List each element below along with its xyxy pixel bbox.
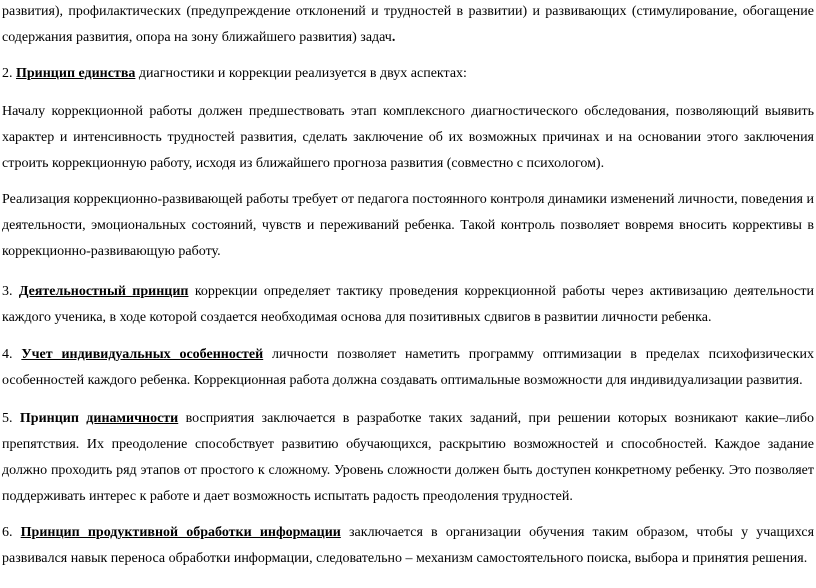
principle-title-word: динамичности <box>86 411 179 426</box>
paragraph-text: Реализация коррекционно-развивающей работы требует от педагога постоянного контроля динамики изменений личности, поведения и деятельности, эмоциональных состояний, чувств и переживаний ребенка. Такой контроль позволяет вовремя вносить коррективы в коррекционно-развивающую работу. <box>2 192 814 259</box>
principle-text: заключается в организации обучения таким образом, чтобы у учащихся развивался навык переноса обработки информации, следовательно – механизм самостоятельного поиска, выбора и принятия решения. <box>2 525 815 566</box>
paragraph-diagnostic-aspect <box>2 99 814 177</box>
principle-text: восприятия заключается в разработке таких заданий, при решении которых возникают какие–либо препятствия. Их преодоление способствует развитию обучающихся, раскрытию возможностей и способностей. Каждое задание должно проходить ряд этапов от простого к сложному. Уровень сложности должен быть доступен конкретному ребенку. Это позволяет поддерживать интерес к работе и дает возможность испытать радость преодоления трудностей. <box>2 411 815 504</box>
paragraph-text: Началу коррекционной работы должен предшествовать этап комплексного диагностического обследования, позволяющий выявить характер и интенсивность трудностей развития, сделать заключение об их возможных причинах и на основании этого заключения строить коррекционную работу, исходя из ближайшего прогноза развития (совместно с психологом). <box>2 104 814 171</box>
principle-title: Принцип единства <box>16 66 136 81</box>
paragraph-principle-4 <box>2 342 814 394</box>
principle-title: Учет индивидуальных особенностей <box>21 347 264 362</box>
principle-number: 5. <box>2 411 20 426</box>
principle-title-word: Принцип <box>19 411 79 426</box>
principle-text: личности позволяет наметить программу оптимизации в пределах психофизических особенностей каждого ребенка. Коррекционная работа должна создавать оптимальные возможности для индивидуализации развития. <box>2 347 814 388</box>
paragraph-text: развития), профилактических (предупреждение отклонений и трудностей в развитии) и развивающих (стимулирование, обогащение содержания развития, опора на зону ближайшего развития) задач <box>2 4 814 45</box>
principle-number: 4. <box>2 347 22 362</box>
principle-number: 2. <box>2 66 16 81</box>
paragraph-control-aspect <box>2 187 814 265</box>
paragraph-principle-6 <box>2 520 814 572</box>
paragraph-principle-2 <box>2 61 814 87</box>
principle-text: коррекции определяет тактику проведения коррекционной работы через активизацию деятельности каждого ученика, в ходе которой создается необходимая основа для позитивных сдвигов в развитии личности ребенка. <box>2 284 814 325</box>
principle-text: диагностики и коррекции реализуется в двух аспектах: <box>135 66 467 81</box>
paragraph-end: . <box>391 30 396 45</box>
principle-number: 3. <box>2 284 19 299</box>
paragraph-tasks-continuation <box>2 0 814 51</box>
paragraph-principle-3 <box>2 279 814 331</box>
paragraph-principle-5 <box>2 406 814 510</box>
principle-number: 6. <box>2 525 21 540</box>
principle-title: Деятельностный принцип <box>18 284 189 299</box>
principle-title: Принцип продуктивной обработки информации <box>20 525 341 540</box>
